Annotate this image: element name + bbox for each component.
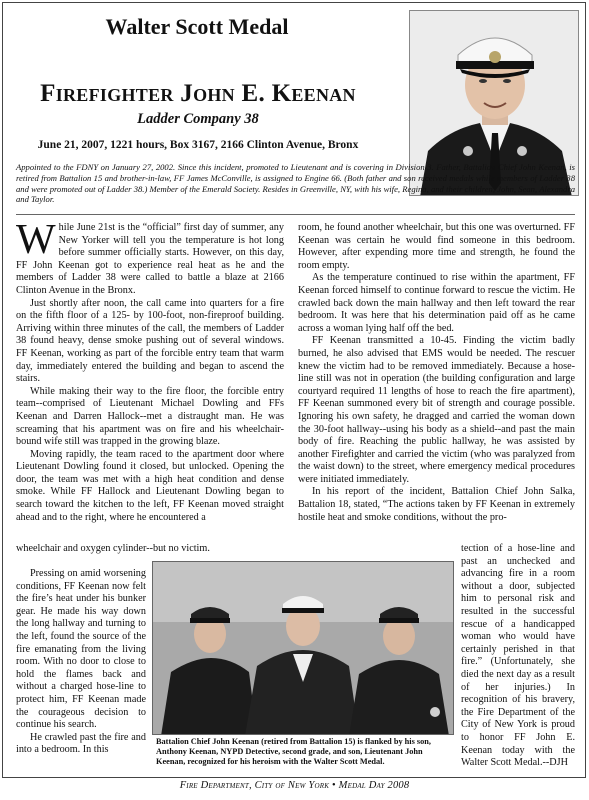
footer-event: Medal Day 2008: [338, 780, 410, 791]
article-paragraph: As the temperature continued to rise within the apartment, FF Keenan forced himself to continue forward to rescue the victim. He crawled back down the main hallway and then left toward the rear bedroom. It was here that his determination paid off as he came across a woman lying half off the bed.: [298, 272, 575, 334]
article-continuation: [16, 543, 284, 556]
article-paragraph: In his report of the incident, Battalion Chief John Salka, Battalion 18, stated, “The actions taken by FF Keenan in extremely hostile heat and smoke conditions, without the pro-: [298, 486, 575, 523]
group-photo: [152, 561, 454, 735]
divider: [16, 214, 575, 215]
drop-cap: W: [16, 217, 56, 263]
article-paragraph: room, he found another wheelchair, but this one was overturned. FF Keenan was certain he would find someone in this bedroom. However, after expending more time and strength, he found the room empty.: [298, 222, 575, 271]
page-title: Firefighter John E. Keenan: [40, 80, 356, 107]
photo-caption: Battalion Chief John Keenan (retired from Battalion 15) is flanked by his son, Anthony Keenan, NYPD Detective, second grade, and son, Lieutenant John Keenan, recognized for his heroism with the Walter Scott Medal.: [156, 737, 431, 766]
medal-banner: Walter Scott Medal: [105, 14, 289, 39]
article-paragraph: Pressing on amid worsening conditions, FF Keenan now felt the fire’s heat under his bunker gear. He made his way down the long hallway and turning to the left, found the source of the fire emanating from the living room. With no door to close to hold the flames back and without a charged hose-line to protect him, FF Keenan made the courageous decision to continue his search.: [16, 568, 146, 731]
footer-publication: Fire Department, City of New York: [179, 780, 330, 791]
article-column-right: [298, 222, 575, 524]
article-column-narrow-right: [461, 543, 575, 770]
article-paragraph: FF Keenan transmitted a 10-45. Finding the victim badly burned, he also advised that EMS would be needed. The rescuer knew the victim had to be removed immediately. Because a hose-line still was not in operation (the building configuration and large courtyard required 11 lengths of hose to reach the fire apartment), FF Keenan summoned every bit of strength and courage possible. Ignoring his own safety, he dragged and carried the woman down the 30-foot hallway--using his body as a shield--and past the main body of fire. Reaching the public hallway, he was assisted by another Firefighter and carried the victim (who was paralyzed from the waist down) to the street, where emergency medical procedures were initiated immediately.: [298, 335, 575, 485]
article-paragraph: tection of a hose-line and past an unchecked and advancing fire in a room without a door, subjected him to personal risk and resulted in the successful rescue of a handicapped woman who would have certainly perished in that fire.” (Unfortunately, she died the next day as a result of her injuries.) In recognition of his bravery, the Fire Department of the City of New York is proud to honor FF John E. Keenan today with the Walter Scott Medal.--DJH: [461, 543, 575, 769]
article-column-narrow-left: [16, 568, 146, 757]
article-paragraph: While June 21st is the “official” first day of summer, any New Yorker will tell you the temperature is hot long before summer officially starts. However, on this day, FF John Keenan got to experience real heat as he and the members of Ladder 38 were called to battle a blaze at 2166 Clinton Avenue in the Bronx.: [16, 217, 284, 296]
article-column-left: [16, 217, 284, 524]
company-subtitle: Ladder Company 38: [137, 111, 259, 127]
article-paragraph: While making their way to the fire floor, the forcible entry team--comprised of Lieutenant Michael Dowling and FFs Keenan and Darren Hallock--met a distraught man. He was screaming that his apartment was on fire and his wheelchair-bound wife still was trapped in the growing blaze.: [16, 385, 284, 448]
incident-dateline: June 21, 2007, 1221 hours, Box 3167, 2166 Clinton Avenue, Bronx: [37, 139, 359, 151]
three-officers-image: [153, 562, 454, 735]
article-paragraph: Just shortly after noon, the call came into quarters for a fire on the fifth floor of a 125- by 100-foot, non-fireproof building. Arriving within three minutes of the call, the members of Ladder 38 found heavy, dense smoke pushing out of several windows. FF Keenan, working as part of the forcible entry team that warm day, immediately entered the building and began to ascend the stairs.: [16, 297, 284, 385]
biography-paragraph: Appointed to the FDNY on January 27, 2002. Since this incident, promoted to Lieutenant and is covering in Division 3. Father, Battalion Chief John Keenan, is retired from Battalion 15 and brother-in-law, FF James McConville, is assigned to Engine 66. (Both father and son received medals while members of Ladder 38 and were promoted out of Ladder 38.) Member of the Emerald Society. Resides in Greenville, NY, with his wife, Regina, and their children, John, Sean, Alexandra and Taylor.: [16, 162, 575, 205]
article-paragraph: He crawled past the fire and into a bedroom. In this: [16, 731, 146, 756]
footer-bullet: •: [331, 780, 336, 791]
page-footer: [0, 780, 589, 791]
article-paragraph: wheelchair and oxygen cylinder--but no victim.: [16, 543, 210, 554]
article-paragraph: Moving rapidly, the team raced to the apartment door where Lieutenant Dowling found it closed, but unlocked. Opening the door, the team was met with a high heat condition and dense smoke. While FF Hallock and Lieutenant Dowling began to search toward the kitchen to the left, FF Keenan moved straight ahead and to the right, where he encountered a: [16, 448, 284, 523]
